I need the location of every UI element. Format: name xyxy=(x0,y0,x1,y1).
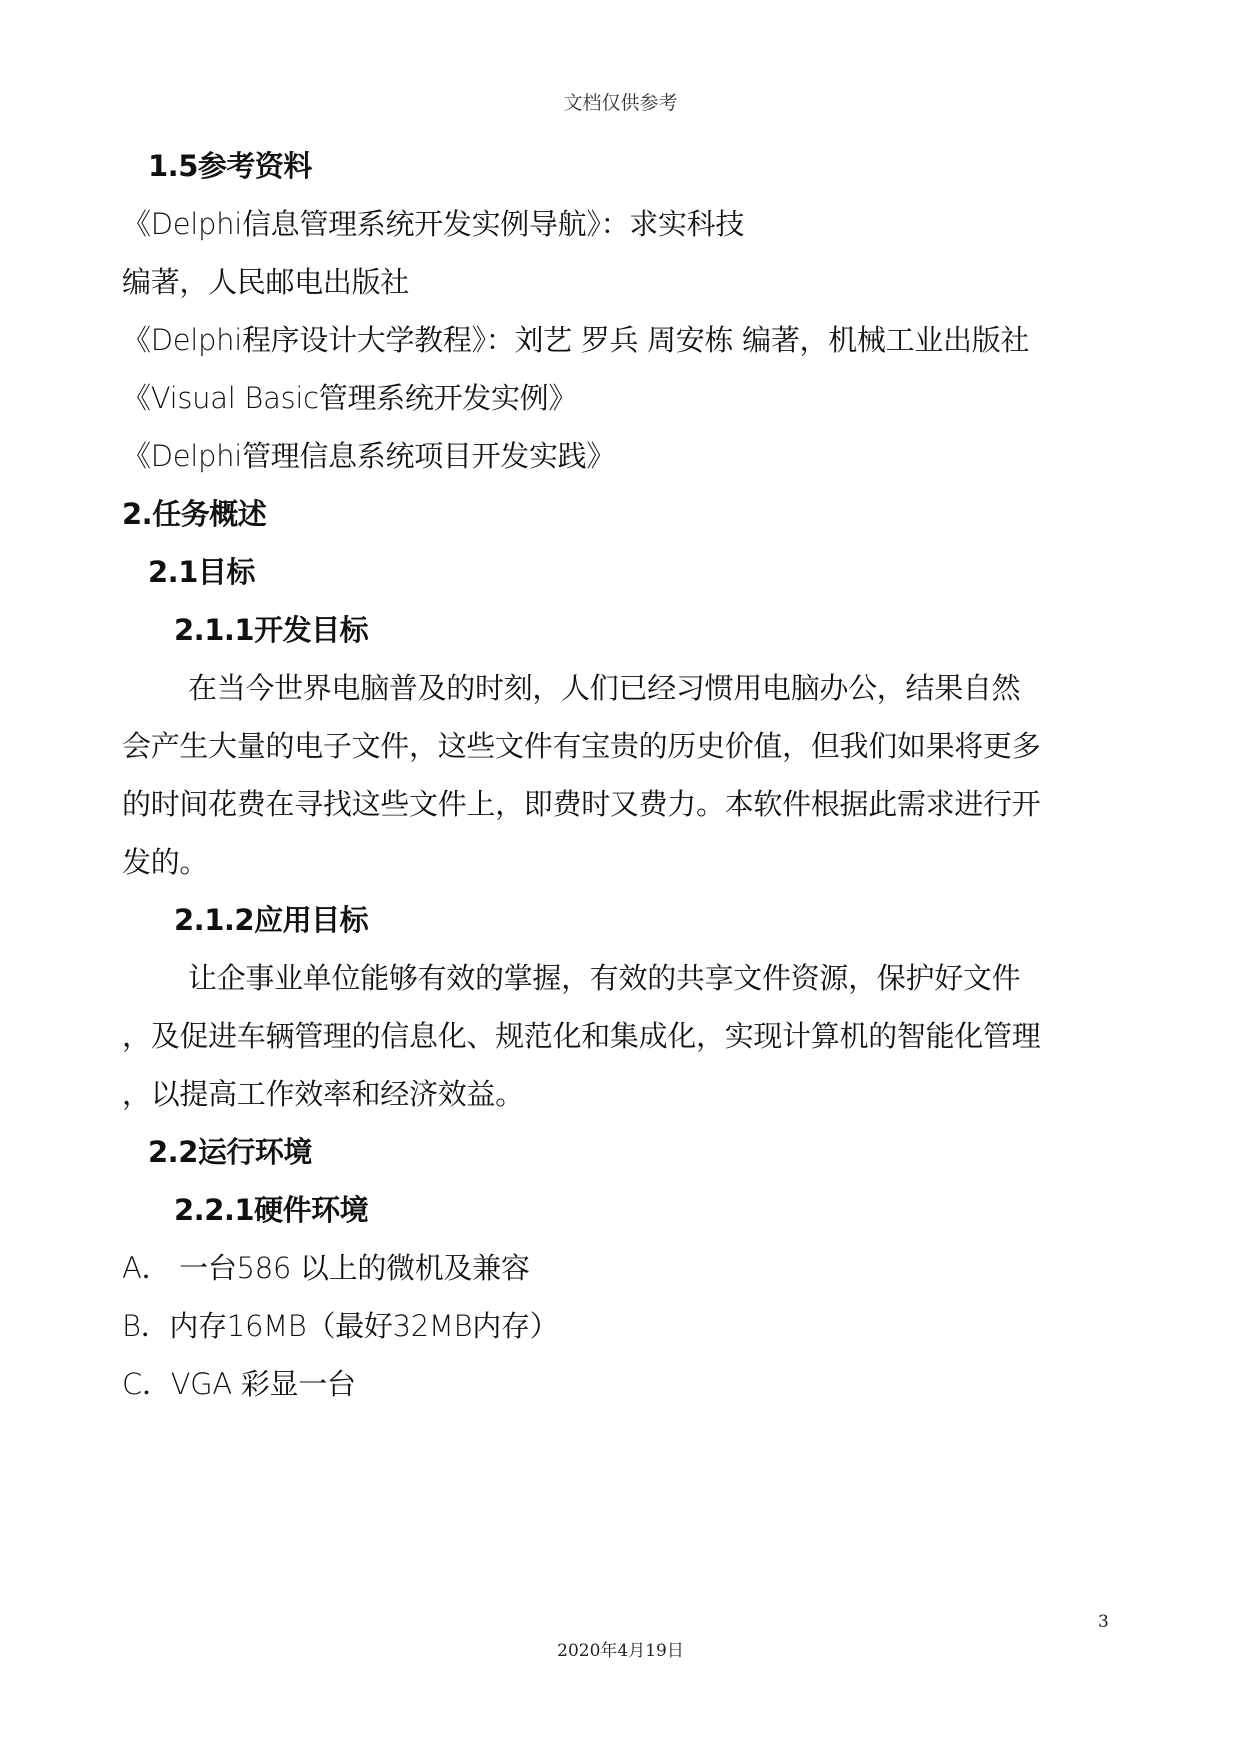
heading-2-1-1: 2.1.1开发目标 xyxy=(174,613,369,647)
heading-2-2: 2.2运行环境 xyxy=(148,1135,312,1169)
footer-date: 2020年4月19日 xyxy=(557,1641,684,1661)
heading-1-5: 1.5参考资料 xyxy=(148,149,312,183)
paragraph-1-line-2: 会产生大量的电子文件，这些文件有宝贵的历史价值，但我们如果将更多 xyxy=(122,729,1041,763)
page-number: 3 xyxy=(1098,1612,1109,1632)
paragraph-2-line-1: 让企事业单位能够有效的掌握，有效的共享文件资源，保护好文件 xyxy=(188,961,1021,995)
hardware-item-a: A． 一台586 以上的微机及兼容 xyxy=(122,1251,530,1285)
reference-1-line-1: 《Delphi信息管理系统开发实例导航》：求实科技 xyxy=(122,207,745,241)
page-header: 文档仅供参考 xyxy=(563,92,678,114)
heading-2: 2.任务概述 xyxy=(122,497,267,531)
reference-2: 《Delphi程序设计大学教程》：刘艺 罗兵 周安栋 编著，机械工业出版社 xyxy=(122,323,1030,357)
paragraph-1-line-4: 发的。 xyxy=(122,845,209,879)
paragraph-2-line-3: ，以提高工作效率和经济效益。 xyxy=(122,1077,524,1111)
heading-2-2-1: 2.2.1硬件环境 xyxy=(174,1193,369,1227)
paragraph-1-line-1: 在当今世界电脑普及的时刻，人们已经习惯用电脑办公，结果自然 xyxy=(188,671,1021,705)
heading-2-1-2: 2.1.2应用目标 xyxy=(174,903,369,937)
reference-4: 《Delphi管理信息系统项目开发实践》 xyxy=(122,439,616,473)
reference-3: 《Visual Basic管理系统开发实例》 xyxy=(122,381,578,415)
heading-2-1: 2.1目标 xyxy=(148,555,255,589)
reference-1-line-2: 编著，人民邮电出版社 xyxy=(122,265,410,299)
hardware-item-b: B．内存16MB（最好32MB内存） xyxy=(122,1309,559,1343)
paragraph-1-line-3: 的时间花费在寻找这些文件上，即费时又费力。本软件根据此需求进行开 xyxy=(122,787,1041,821)
paragraph-2-line-2: ，及促进车辆管理的信息化、规范化和集成化，实现计算机的智能化管理 xyxy=(122,1019,1041,1053)
hardware-item-c: C．VGA 彩显一台 xyxy=(122,1367,356,1401)
